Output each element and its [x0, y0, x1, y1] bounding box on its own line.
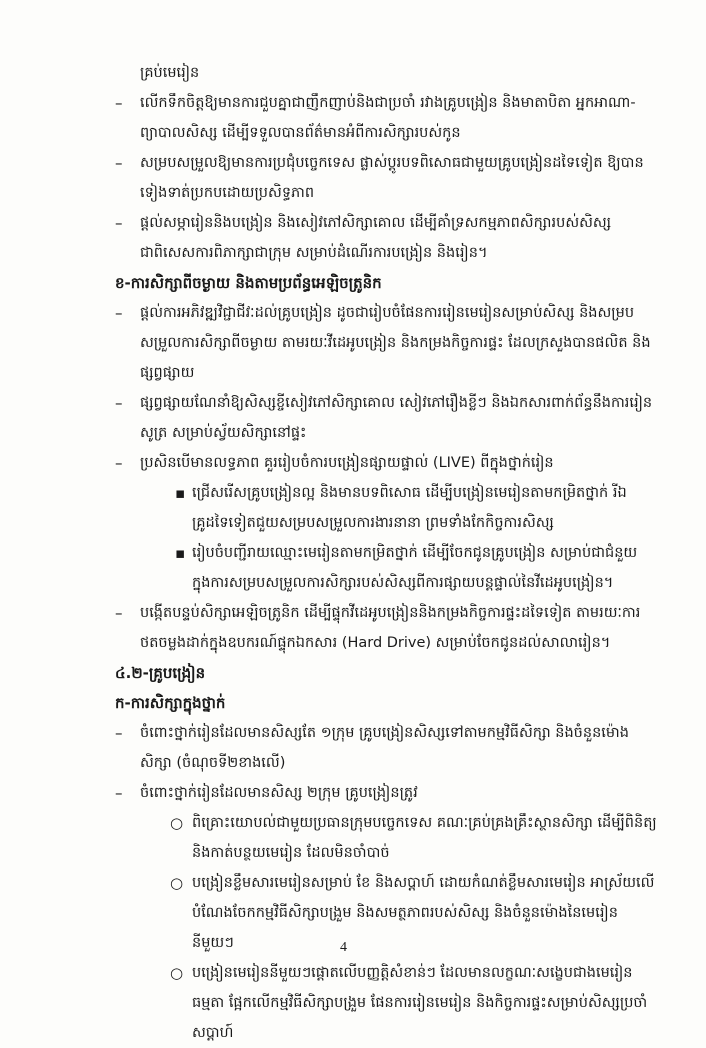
square-bullet: ▪: [175, 484, 186, 502]
square-bullet: ▪: [175, 544, 186, 562]
circle-bullet: ○: [170, 874, 184, 892]
text-line: បង្រៀនខ្លឹមសារមេរៀនសម្រាប់ ខែ និងសប្តាហ៍ ដោយកំណត់ខ្លឹមសារមេរៀន អាស្រ័យលើ: [192, 875, 655, 891]
text-line: ពិគ្រោះយោបល់ជាមួយប្រធានក្រុមបច្ចេកទេស គណៈគ្រប់គ្រងគ្រឹះស្ថានសិក្សា ដើម្បីពិនិត្យ: [192, 815, 657, 831]
paragraph: [192, 538, 637, 598]
text-line: រៀបចំបញ្ជីរាយឈ្មោះមេរៀនតាមកម្រិតថ្នាក់ ដើម្បីចែកជូនគ្រូបង្រៀន សម្រាប់ជាជំនួយ: [192, 545, 638, 561]
text-line: នីមួយៗ: [192, 935, 234, 951]
dash-bullet: –: [115, 94, 123, 112]
dash-bullet: –: [115, 394, 123, 412]
text-line: សម្របសម្រួលឱ្យមានការប្រជុំបច្ចេកទេស ផ្លាស់ប្តូរបទពិសោធជាមួយគ្រូបង្រៀនដទៃទៀត ឱ្យបាន: [140, 155, 644, 171]
dash-bullet: –: [115, 604, 123, 622]
text-line: សិក្សា (ចំណុចទី២ខាងលើ): [140, 755, 286, 771]
text-line: បំណែងចែកកម្មវិធីសិក្សាបង្រួម និងសមត្ថភាពរបស់សិស្ស និងចំនួនម៉ោងនៃមេរៀន: [192, 905, 618, 921]
text-line: បង្កើតបន្ទប់សិក្សាអេឡិចត្រូនិក ដើម្បីផ្ទុកវីដេអូបង្រៀននិងកម្រងកិច្ចការផ្ទះដទៃទៀត តាមរយៈការ: [140, 605, 641, 621]
paragraph: [192, 808, 657, 868]
paragraph: [140, 88, 636, 148]
text-line: ចំពោះថ្នាក់រៀនដែលមានសិស្ស ២ក្រុម គ្រូបង្រៀនត្រូវ: [140, 785, 418, 801]
section-heading: [115, 658, 205, 688]
paragraph: [192, 868, 654, 958]
text-line: ៤.២-គ្រូបង្រៀន: [115, 664, 206, 682]
text-line: ជ្រើសរើសគ្រូបង្រៀនល្អ និងមានបទពិសោធ ដើម្បីបង្រៀនមេរៀនតាមកម្រិតថ្នាក់ រីឯ: [192, 485, 627, 501]
text-line: ចំពោះថ្នាក់រៀនដែលមានសិស្សតែ ១ក្រុម គ្រូបង្រៀនសិស្សទៅតាមកម្មវិធីសិក្សា និងចំនួនម៉ោង: [140, 725, 629, 741]
paragraph: [140, 58, 199, 88]
section-heading: [115, 268, 382, 298]
text-line: ផ្សព្វផ្សាយ: [140, 365, 195, 381]
dash-bullet: –: [115, 154, 123, 172]
paragraph: [140, 208, 611, 268]
dash-bullet: –: [115, 724, 123, 742]
text-line: ជាពិសេសការពិភាក្សាជាក្រុម សម្រាប់ដំណើរការបង្រៀន និងរៀន។: [140, 245, 488, 261]
text-line: សម្រួលការសិក្សាពីចម្ងាយ តាមរយៈវីដេអូបង្រៀន និងកម្រងកិច្ចការផ្ទះ ដែលក្រសួងបានផលិត និង: [140, 335, 651, 351]
text-line: ក្នុងការសម្របសម្រួលការសិក្សារបស់សិស្សពីការផ្សាយបន្តផ្ទាល់នៃវីដេអូបង្រៀន។: [192, 575, 614, 591]
text-line: គ្រូដទៃទៀតជួយសម្របសម្រួលការងារនានា ព្រមទាំងកែកិច្ចការសិស្ស: [192, 515, 554, 531]
circle-bullet: ○: [170, 964, 184, 982]
text-line: ផ្សព្វផ្សាយណែនាំឱ្យសិស្សខ្ចីសៀវភៅសិក្សាគោល សៀវភៅរឿងខ្លីៗ និងឯកសារពាក់ព័ន្ធនឹងការរៀន: [140, 395, 653, 411]
text-line: ធម្មតា ផ្អែកលើកម្មវិធីសិក្សាបង្រួម ផែនការរៀនមេរៀន និងកិច្ចការផ្ទះសម្រាប់សិស្សប្រចាំ: [192, 995, 648, 1011]
dash-bullet: –: [115, 454, 123, 472]
paragraph: [140, 148, 644, 208]
text-line: សប្តាហ៍: [192, 1025, 234, 1041]
dash-bullet: –: [115, 304, 123, 322]
text-line: លើកទឹកចិត្តឱ្យមានការជួបគ្នាជាញឹកញាប់និងជាប្រចាំ រវាងគ្រូបង្រៀន និងមាតាបិតា អ្នកអាណា-: [140, 95, 636, 111]
paragraph: [140, 718, 629, 778]
text-line: និងកាត់បន្ថយមេរៀន ដែលមិនចាំបាច់: [192, 845, 390, 861]
dash-bullet: –: [115, 214, 123, 232]
paragraph: [192, 958, 647, 1048]
text-line: ខ-ការសិក្សាពីចម្ងាយ និងតាមប្រព័ន្ធអេឡិចត្រូនិក: [115, 274, 382, 292]
paragraph: [140, 388, 652, 448]
text-line: ប្រសិនបើមានលទ្ធភាព គួររៀបចំការបង្រៀនផ្សាយផ្ទាល់ (LIVE) ពីក្នុងថ្នាក់រៀន: [140, 455, 554, 471]
text-line: បង្រៀនមេរៀននីមួយៗផ្តោតលើបញ្ញត្តិសំខាន់ៗ ដែលមានលក្ខណៈសង្ខេបជាងមេរៀន: [192, 965, 633, 981]
text-line: ផ្តល់ការអភិវឌ្ឍវិជ្ជាជីវៈដល់គ្រូបង្រៀន ដូចជារៀបចំផែនការរៀនមេរៀនសម្រាប់សិស្ស និងសម្រប: [140, 305, 635, 321]
text-line: ថតចម្លងដាក់ក្នុងឧបករណ៍ផ្ទុកឯកសារ (Hard Drive) សម្រាប់ចែកជូនដល់សាលារៀន។: [140, 635, 611, 651]
circle-bullet: ○: [170, 814, 184, 832]
text-line: ព្យាបាលសិស្ស ដើម្បីទទួលបានព័ត៌មានអំពីការសិក្សារបស់កូន: [140, 125, 461, 141]
text-line: សូត្រ សម្រាប់ស្វ័យសិក្សានៅផ្ទះ: [140, 425, 307, 441]
paragraph: [140, 448, 554, 478]
paragraph: [140, 298, 651, 388]
paragraph: [192, 478, 627, 538]
page-number: 4: [340, 940, 347, 955]
text-line: ទៀងទាត់ប្រកបដោយប្រសិទ្ធភាព: [140, 185, 315, 201]
text-line: ក-ការសិក្សាក្នុងថ្នាក់: [115, 694, 226, 712]
paragraph: [140, 598, 640, 658]
dash-bullet: –: [115, 784, 123, 802]
section-heading: [115, 688, 225, 718]
text-line: គ្រប់មេរៀន: [140, 65, 200, 81]
text-line: ផ្តល់សម្ភារៀននិងបង្រៀន និងសៀវភៅសិក្សាគោល ដើម្បីគាំទ្រសកម្មភាពសិក្សារបស់សិស្ស: [140, 215, 612, 231]
paragraph: [140, 778, 418, 808]
